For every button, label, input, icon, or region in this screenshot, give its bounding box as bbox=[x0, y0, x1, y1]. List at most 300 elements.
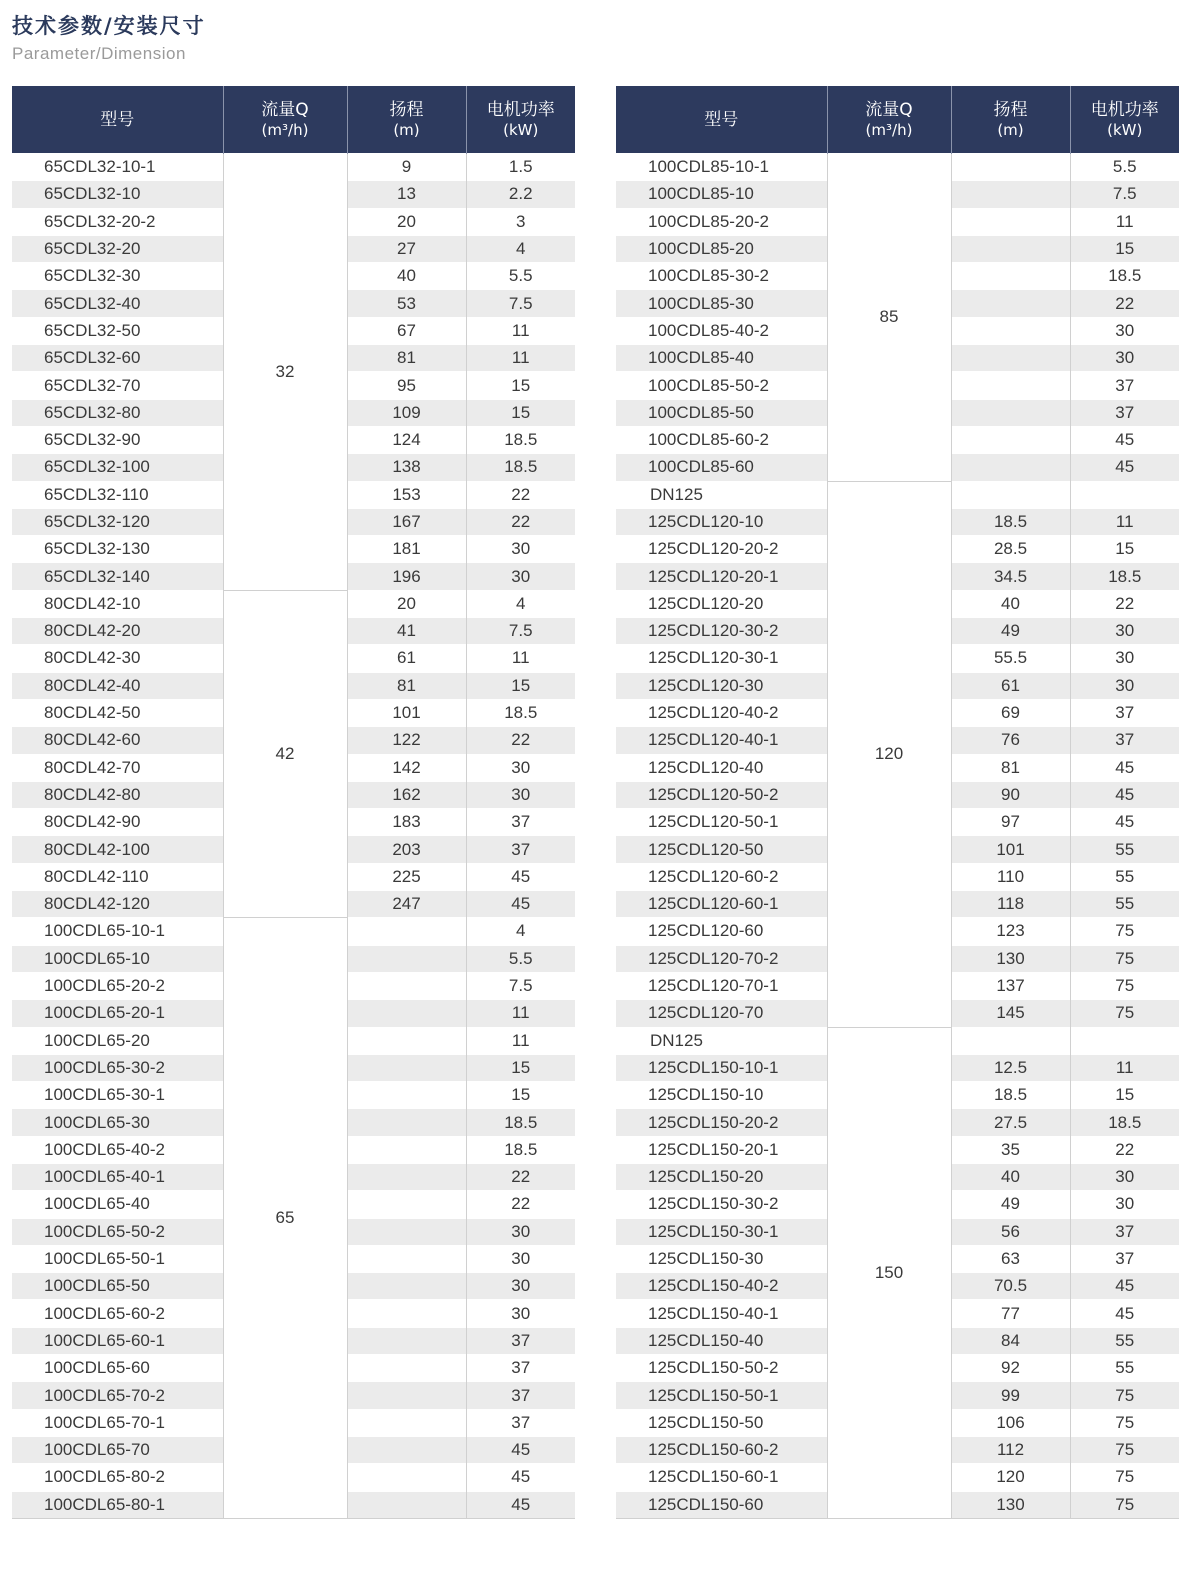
header-power: 电机功率 (kW) bbox=[1070, 86, 1179, 154]
cell-model: 100CDL85-10-1 bbox=[616, 154, 827, 181]
cell-power: 30 bbox=[1070, 618, 1179, 645]
cell-power: 75 bbox=[1070, 918, 1179, 945]
cell-head bbox=[951, 454, 1070, 481]
cell-model: 100CDL85-10 bbox=[616, 181, 827, 208]
cell-head bbox=[951, 208, 1070, 235]
cell-head: 110 bbox=[951, 863, 1070, 890]
cell-power: 37 bbox=[1070, 1245, 1179, 1272]
cell-power: 7.5 bbox=[1070, 181, 1179, 208]
header-head: 扬程 (m) bbox=[347, 86, 466, 154]
cell-model: 100CDL65-50-2 bbox=[12, 1218, 223, 1245]
cell-power: 11 bbox=[466, 1000, 575, 1027]
cell-head: 61 bbox=[347, 645, 466, 672]
cell-model: 65CDL32-60 bbox=[12, 345, 223, 372]
cell-model: 65CDL32-20 bbox=[12, 235, 223, 262]
cell-power: 45 bbox=[466, 1436, 575, 1463]
cell-power: 22 bbox=[466, 481, 575, 508]
cell-power: 55 bbox=[1070, 891, 1179, 918]
cell-power: 45 bbox=[466, 863, 575, 890]
cell-model: 65CDL32-20-2 bbox=[12, 208, 223, 235]
cell-power: 11 bbox=[466, 345, 575, 372]
cell-head: 81 bbox=[347, 672, 466, 699]
cell-head bbox=[347, 1054, 466, 1081]
cell-head bbox=[347, 1491, 466, 1518]
cell-head: 35 bbox=[951, 1136, 1070, 1163]
cell-head: 137 bbox=[951, 972, 1070, 999]
cell-head bbox=[951, 372, 1070, 399]
cell-power: 18.5 bbox=[466, 454, 575, 481]
cell-head: 95 bbox=[347, 372, 466, 399]
cell-model: 65CDL32-110 bbox=[12, 481, 223, 508]
cell-power: 18.5 bbox=[466, 426, 575, 453]
page-title: 技术参数/安装尺寸 bbox=[12, 14, 206, 38]
cell-head: 77 bbox=[951, 1300, 1070, 1327]
cell-model: 125CDL120-50-2 bbox=[616, 781, 827, 808]
cell-model: 80CDL42-30 bbox=[12, 645, 223, 672]
cell-head: 92 bbox=[951, 1355, 1070, 1382]
cell-model: DN125 bbox=[616, 481, 827, 508]
header-power: 电机功率 (kW) bbox=[466, 86, 575, 154]
cell-power: 15 bbox=[466, 399, 575, 426]
cell-power: 5.5 bbox=[1070, 154, 1179, 181]
cell-model: 80CDL42-90 bbox=[12, 809, 223, 836]
cell-power: 15 bbox=[1070, 536, 1179, 563]
cell-head: 49 bbox=[951, 1191, 1070, 1218]
cell-head bbox=[347, 1000, 466, 1027]
cell-model: 100CDL65-50-1 bbox=[12, 1245, 223, 1272]
cell-power: 22 bbox=[1070, 590, 1179, 617]
cell-model: 125CDL120-60 bbox=[616, 918, 827, 945]
cell-model: 65CDL32-70 bbox=[12, 372, 223, 399]
cell-model: 125CDL120-30-2 bbox=[616, 618, 827, 645]
cell-head: 112 bbox=[951, 1436, 1070, 1463]
cell-head bbox=[951, 263, 1070, 290]
cell-head: 145 bbox=[951, 1000, 1070, 1027]
cell-head: 203 bbox=[347, 836, 466, 863]
cell-model: 100CDL85-30-2 bbox=[616, 263, 827, 290]
cell-head bbox=[951, 481, 1070, 508]
cell-model: 100CDL65-70 bbox=[12, 1436, 223, 1463]
cell-head: 9 bbox=[347, 154, 466, 181]
cell-power: 15 bbox=[466, 1082, 575, 1109]
cell-head bbox=[347, 1300, 466, 1327]
cell-model: 80CDL42-40 bbox=[12, 672, 223, 699]
cell-power: 18.5 bbox=[466, 1109, 575, 1136]
cell-head bbox=[347, 1273, 466, 1300]
cell-model: 80CDL42-110 bbox=[12, 863, 223, 890]
cell-head bbox=[347, 1082, 466, 1109]
cell-model: 100CDL65-10 bbox=[12, 945, 223, 972]
cell-head: 118 bbox=[951, 891, 1070, 918]
cell-power: 11 bbox=[466, 317, 575, 344]
cell-head: 123 bbox=[951, 918, 1070, 945]
cell-flow: 85 bbox=[827, 154, 951, 482]
cell-power: 75 bbox=[1070, 1000, 1179, 1027]
cell-power: 7.5 bbox=[466, 618, 575, 645]
cell-head: 142 bbox=[347, 754, 466, 781]
cell-power: 30 bbox=[466, 1218, 575, 1245]
table-row bbox=[616, 1027, 1179, 1054]
cell-power: 37 bbox=[1070, 699, 1179, 726]
cell-model: 100CDL85-20-2 bbox=[616, 208, 827, 235]
cell-model: 100CDL85-50-2 bbox=[616, 372, 827, 399]
cell-head: 56 bbox=[951, 1218, 1070, 1245]
cell-model: 125CDL120-60-1 bbox=[616, 891, 827, 918]
cell-model: 100CDL65-10-1 bbox=[12, 918, 223, 945]
cell-model: 125CDL120-70-1 bbox=[616, 972, 827, 999]
cell-model: 125CDL150-10 bbox=[616, 1082, 827, 1109]
cell-power: 75 bbox=[1070, 1491, 1179, 1518]
cell-power: 55 bbox=[1070, 836, 1179, 863]
cell-model: 125CDL150-20-2 bbox=[616, 1109, 827, 1136]
cell-head bbox=[347, 1464, 466, 1491]
cell-head bbox=[347, 1327, 466, 1354]
cell-head: 61 bbox=[951, 672, 1070, 699]
cell-power: 45 bbox=[1070, 754, 1179, 781]
cell-power: 11 bbox=[466, 645, 575, 672]
cell-power: 30 bbox=[1070, 317, 1179, 344]
cell-power: 30 bbox=[466, 1245, 575, 1272]
cell-model: 100CDL85-60-2 bbox=[616, 426, 827, 453]
cell-head: 84 bbox=[951, 1327, 1070, 1354]
cell-power: 22 bbox=[466, 508, 575, 535]
cell-model: 100CDL65-30-2 bbox=[12, 1054, 223, 1081]
cell-power: 55 bbox=[1070, 1355, 1179, 1382]
cell-power: 75 bbox=[1070, 1436, 1179, 1463]
cell-head: 70.5 bbox=[951, 1273, 1070, 1300]
header-head: 扬程 (m) bbox=[951, 86, 1070, 154]
cell-model: 100CDL65-30 bbox=[12, 1109, 223, 1136]
cell-model: 125CDL120-30-1 bbox=[616, 645, 827, 672]
cell-power bbox=[1070, 1027, 1179, 1054]
cell-power: 55 bbox=[1070, 863, 1179, 890]
cell-head bbox=[347, 1245, 466, 1272]
cell-model: 80CDL42-80 bbox=[12, 781, 223, 808]
cell-model: 125CDL150-60-2 bbox=[616, 1436, 827, 1463]
cell-power: 45 bbox=[1070, 426, 1179, 453]
cell-model: 125CDL120-50 bbox=[616, 836, 827, 863]
cell-model: 125CDL150-20 bbox=[616, 1163, 827, 1190]
cell-head bbox=[347, 1436, 466, 1463]
cell-power: 11 bbox=[466, 1027, 575, 1054]
cell-head: 101 bbox=[951, 836, 1070, 863]
cell-head: 63 bbox=[951, 1245, 1070, 1272]
cell-head: 40 bbox=[951, 590, 1070, 617]
cell-head bbox=[347, 1109, 466, 1136]
cell-head bbox=[951, 1027, 1070, 1054]
cell-model: 65CDL32-30 bbox=[12, 263, 223, 290]
cell-power: 37 bbox=[466, 1409, 575, 1436]
cell-model: 100CDL65-50 bbox=[12, 1273, 223, 1300]
cell-head bbox=[347, 1218, 466, 1245]
cell-power: 4 bbox=[466, 235, 575, 262]
table-body bbox=[616, 154, 1179, 1519]
cell-model: 100CDL65-20 bbox=[12, 1027, 223, 1054]
cell-head bbox=[951, 345, 1070, 372]
cell-model: 125CDL120-60-2 bbox=[616, 863, 827, 890]
cell-power: 37 bbox=[1070, 1218, 1179, 1245]
cell-model: 100CDL65-60 bbox=[12, 1355, 223, 1382]
cell-head: 106 bbox=[951, 1409, 1070, 1436]
cell-power: 30 bbox=[466, 1273, 575, 1300]
cell-head: 247 bbox=[347, 891, 466, 918]
cell-head: 27.5 bbox=[951, 1109, 1070, 1136]
cell-model: 65CDL32-120 bbox=[12, 508, 223, 535]
cell-model: 65CDL32-10-1 bbox=[12, 154, 223, 181]
cell-head: 13 bbox=[347, 181, 466, 208]
cell-head: 130 bbox=[951, 945, 1070, 972]
cell-model: 125CDL150-50-2 bbox=[616, 1355, 827, 1382]
cell-head bbox=[951, 290, 1070, 317]
cell-model: 125CDL150-20-1 bbox=[616, 1136, 827, 1163]
cell-power: 37 bbox=[466, 1355, 575, 1382]
cell-power: 15 bbox=[1070, 1082, 1179, 1109]
cell-head: 53 bbox=[347, 290, 466, 317]
cell-head: 130 bbox=[951, 1491, 1070, 1518]
cell-power: 4 bbox=[466, 918, 575, 945]
cell-model: 80CDL42-100 bbox=[12, 836, 223, 863]
cell-head: 81 bbox=[347, 345, 466, 372]
cell-power: 3 bbox=[466, 208, 575, 235]
cell-power: 2.2 bbox=[466, 181, 575, 208]
cell-head bbox=[951, 399, 1070, 426]
cell-model: DN125 bbox=[616, 1027, 827, 1054]
cell-head: 101 bbox=[347, 699, 466, 726]
cell-model: 125CDL150-30 bbox=[616, 1245, 827, 1272]
cell-model: 100CDL65-70-2 bbox=[12, 1382, 223, 1409]
cell-power: 22 bbox=[466, 1163, 575, 1190]
cell-power: 22 bbox=[1070, 290, 1179, 317]
cell-power: 30 bbox=[466, 754, 575, 781]
cell-model: 125CDL150-60 bbox=[616, 1491, 827, 1518]
cell-head: 49 bbox=[951, 618, 1070, 645]
cell-power: 18.5 bbox=[466, 1136, 575, 1163]
cell-model: 125CDL150-50-1 bbox=[616, 1382, 827, 1409]
cell-power: 45 bbox=[466, 1464, 575, 1491]
cell-head: 18.5 bbox=[951, 508, 1070, 535]
cell-power: 7.5 bbox=[466, 290, 575, 317]
cell-model: 100CDL65-60-2 bbox=[12, 1300, 223, 1327]
cell-model: 125CDL120-50-1 bbox=[616, 809, 827, 836]
cell-power: 22 bbox=[466, 727, 575, 754]
cell-power: 1.5 bbox=[466, 154, 575, 181]
cell-head: 196 bbox=[347, 563, 466, 590]
cell-head: 90 bbox=[951, 781, 1070, 808]
cell-head: 40 bbox=[347, 263, 466, 290]
cell-head: 109 bbox=[347, 399, 466, 426]
header-model: 型号 bbox=[12, 86, 223, 154]
cell-head bbox=[347, 1136, 466, 1163]
cell-head: 69 bbox=[951, 699, 1070, 726]
cell-model: 100CDL65-70-1 bbox=[12, 1409, 223, 1436]
cell-model: 65CDL32-80 bbox=[12, 399, 223, 426]
cell-model: 125CDL120-70 bbox=[616, 1000, 827, 1027]
cell-model: 125CDL150-30-2 bbox=[616, 1191, 827, 1218]
table-header-row bbox=[616, 86, 1179, 154]
cell-model: 125CDL150-40-2 bbox=[616, 1273, 827, 1300]
cell-head: 167 bbox=[347, 508, 466, 535]
cell-model: 125CDL120-10 bbox=[616, 508, 827, 535]
cell-model: 65CDL32-140 bbox=[12, 563, 223, 590]
cell-model: 80CDL42-120 bbox=[12, 891, 223, 918]
cell-power: 75 bbox=[1070, 972, 1179, 999]
cell-head bbox=[951, 426, 1070, 453]
cell-head: 55.5 bbox=[951, 645, 1070, 672]
cell-power: 30 bbox=[466, 781, 575, 808]
cell-power: 75 bbox=[1070, 1464, 1179, 1491]
cell-power: 4 bbox=[466, 590, 575, 617]
cell-head: 97 bbox=[951, 809, 1070, 836]
cell-model: 100CDL85-40 bbox=[616, 345, 827, 372]
cell-head: 27 bbox=[347, 235, 466, 262]
cell-head: 124 bbox=[347, 426, 466, 453]
cell-power: 30 bbox=[466, 536, 575, 563]
cell-head bbox=[951, 317, 1070, 344]
parameter-table-left bbox=[12, 86, 575, 1519]
cell-head: 41 bbox=[347, 618, 466, 645]
cell-power: 11 bbox=[1070, 208, 1179, 235]
cell-power: 37 bbox=[1070, 727, 1179, 754]
cell-power: 30 bbox=[466, 563, 575, 590]
cell-model: 100CDL65-80-1 bbox=[12, 1491, 223, 1518]
cell-model: 125CDL120-40-2 bbox=[616, 699, 827, 726]
cell-power: 30 bbox=[1070, 345, 1179, 372]
parameter-table-right bbox=[616, 86, 1179, 1519]
cell-head: 181 bbox=[347, 536, 466, 563]
cell-model: 125CDL120-70-2 bbox=[616, 945, 827, 972]
cell-model: 80CDL42-70 bbox=[12, 754, 223, 781]
table-body bbox=[12, 154, 575, 1519]
cell-model: 65CDL32-90 bbox=[12, 426, 223, 453]
cell-power: 15 bbox=[466, 1054, 575, 1081]
cell-head: 34.5 bbox=[951, 563, 1070, 590]
page-subtitle: Parameter/Dimension bbox=[12, 44, 186, 63]
cell-head: 122 bbox=[347, 727, 466, 754]
cell-model: 100CDL65-40-1 bbox=[12, 1163, 223, 1190]
cell-head: 28.5 bbox=[951, 536, 1070, 563]
cell-head bbox=[347, 1163, 466, 1190]
cell-head bbox=[347, 1382, 466, 1409]
table-row bbox=[12, 918, 575, 945]
cell-model: 125CDL150-10-1 bbox=[616, 1054, 827, 1081]
cell-head bbox=[347, 1027, 466, 1054]
cell-head: 138 bbox=[347, 454, 466, 481]
cell-head bbox=[347, 972, 466, 999]
cell-model: 125CDL150-40-1 bbox=[616, 1300, 827, 1327]
cell-model: 125CDL120-20 bbox=[616, 590, 827, 617]
cell-head: 81 bbox=[951, 754, 1070, 781]
cell-model: 80CDL42-60 bbox=[12, 727, 223, 754]
cell-flow: 150 bbox=[827, 1027, 951, 1518]
cell-head bbox=[347, 918, 466, 945]
cell-model: 65CDL32-40 bbox=[12, 290, 223, 317]
cell-model: 125CDL120-40-1 bbox=[616, 727, 827, 754]
cell-head: 153 bbox=[347, 481, 466, 508]
cell-power: 30 bbox=[1070, 1163, 1179, 1190]
cell-power: 45 bbox=[1070, 1300, 1179, 1327]
cell-model: 125CDL120-20-2 bbox=[616, 536, 827, 563]
header-model: 型号 bbox=[616, 86, 827, 154]
cell-head: 162 bbox=[347, 781, 466, 808]
cell-power: 45 bbox=[1070, 454, 1179, 481]
cell-power: 22 bbox=[466, 1191, 575, 1218]
cell-model: 100CDL65-80-2 bbox=[12, 1464, 223, 1491]
cell-power: 18.5 bbox=[1070, 563, 1179, 590]
cell-power: 30 bbox=[1070, 672, 1179, 699]
cell-head: 99 bbox=[951, 1382, 1070, 1409]
table-row bbox=[616, 154, 1179, 181]
cell-head: 20 bbox=[347, 208, 466, 235]
cell-power: 7.5 bbox=[466, 972, 575, 999]
cell-model: 100CDL85-20 bbox=[616, 235, 827, 262]
cell-power: 37 bbox=[1070, 399, 1179, 426]
cell-model: 65CDL32-10 bbox=[12, 181, 223, 208]
cell-head: 12.5 bbox=[951, 1054, 1070, 1081]
cell-model: 80CDL42-50 bbox=[12, 699, 223, 726]
table-header-row bbox=[12, 86, 575, 154]
cell-power: 37 bbox=[466, 809, 575, 836]
cell-power: 37 bbox=[466, 1327, 575, 1354]
cell-head: 20 bbox=[347, 590, 466, 617]
cell-power: 45 bbox=[1070, 1273, 1179, 1300]
cell-power: 30 bbox=[1070, 645, 1179, 672]
cell-model: 100CDL65-40-2 bbox=[12, 1136, 223, 1163]
cell-flow: 65 bbox=[223, 918, 347, 1519]
cell-power: 15 bbox=[1070, 235, 1179, 262]
cell-head: 18.5 bbox=[951, 1082, 1070, 1109]
cell-model: 100CDL85-60 bbox=[616, 454, 827, 481]
cell-head: 76 bbox=[951, 727, 1070, 754]
cell-head bbox=[951, 154, 1070, 181]
cell-power: 55 bbox=[1070, 1327, 1179, 1354]
cell-model: 125CDL150-60-1 bbox=[616, 1464, 827, 1491]
table-row bbox=[616, 481, 1179, 508]
cell-power: 75 bbox=[1070, 1382, 1179, 1409]
cell-model: 100CDL65-20-1 bbox=[12, 1000, 223, 1027]
cell-head bbox=[347, 1191, 466, 1218]
cell-model: 100CDL65-60-1 bbox=[12, 1327, 223, 1354]
cell-power: 37 bbox=[466, 1382, 575, 1409]
cell-head: 120 bbox=[951, 1464, 1070, 1491]
cell-head bbox=[951, 235, 1070, 262]
cell-model: 100CDL65-40 bbox=[12, 1191, 223, 1218]
cell-head: 40 bbox=[951, 1163, 1070, 1190]
cell-model: 100CDL65-30-1 bbox=[12, 1082, 223, 1109]
cell-power: 5.5 bbox=[466, 263, 575, 290]
cell-power: 45 bbox=[1070, 809, 1179, 836]
header-flow: 流量Q (m³/h) bbox=[827, 86, 951, 154]
cell-power: 45 bbox=[1070, 781, 1179, 808]
cell-power: 30 bbox=[1070, 1191, 1179, 1218]
cell-power: 11 bbox=[1070, 1054, 1179, 1081]
table-row bbox=[12, 590, 575, 617]
cell-model: 125CDL120-20-1 bbox=[616, 563, 827, 590]
cell-power: 37 bbox=[466, 836, 575, 863]
cell-head bbox=[951, 181, 1070, 208]
cell-power: 75 bbox=[1070, 945, 1179, 972]
cell-model: 65CDL32-50 bbox=[12, 317, 223, 344]
cell-head: 225 bbox=[347, 863, 466, 890]
header-flow: 流量Q (m³/h) bbox=[223, 86, 347, 154]
cell-power: 5.5 bbox=[466, 945, 575, 972]
cell-power: 45 bbox=[466, 891, 575, 918]
cell-head bbox=[347, 1409, 466, 1436]
cell-power: 15 bbox=[466, 672, 575, 699]
cell-model: 125CDL120-40 bbox=[616, 754, 827, 781]
cell-power: 18.5 bbox=[1070, 1109, 1179, 1136]
cell-model: 100CDL85-40-2 bbox=[616, 317, 827, 344]
cell-power: 45 bbox=[466, 1491, 575, 1518]
